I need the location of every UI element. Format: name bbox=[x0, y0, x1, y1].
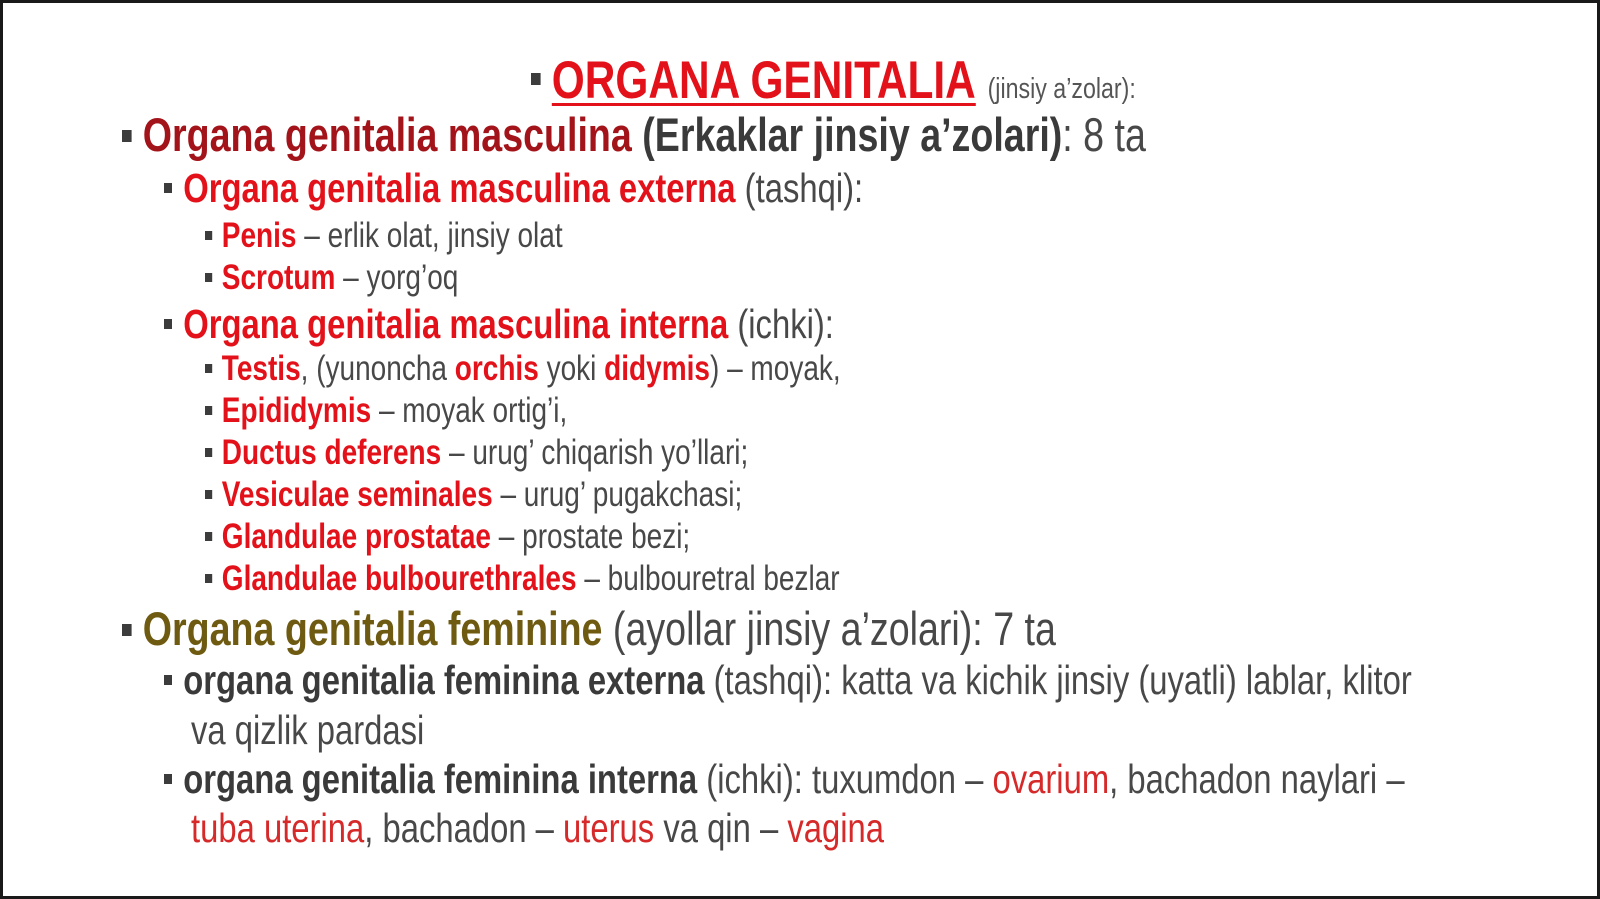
square-bullet-icon bbox=[122, 624, 132, 636]
female-externa-line2: va qizlik pardasi bbox=[191, 707, 425, 753]
female-interna-text: (ichki): tuxumdon – bbox=[697, 756, 993, 802]
item-desc: ) – moyak, bbox=[709, 349, 841, 388]
square-bullet-icon bbox=[205, 574, 212, 583]
item-latin: Vesiculae seminales bbox=[221, 475, 493, 514]
male-interna-heading bbox=[164, 299, 834, 349]
male-externa-heading bbox=[164, 163, 863, 213]
item-desc: yoki bbox=[538, 349, 605, 388]
item-latin: Glandulae prostatae bbox=[221, 517, 491, 556]
square-bullet-icon bbox=[205, 364, 212, 373]
male-externa-latin: Organa genitalia masculina externa bbox=[183, 165, 736, 211]
female-interna-line2 bbox=[191, 803, 884, 853]
list-item bbox=[205, 516, 690, 558]
male-heading bbox=[122, 107, 1146, 163]
male-count: : 8 ta bbox=[1062, 108, 1146, 161]
item-latin: Epididymis bbox=[221, 391, 372, 430]
female-externa-line1: (tashqi): katta va kichik jinsiy (uyatli) lablar, klitor bbox=[704, 657, 1412, 703]
list-item bbox=[205, 348, 841, 390]
male-interna-uz: (ichki): bbox=[737, 301, 834, 347]
male-externa-uz: (tashqi): bbox=[744, 165, 864, 211]
item-desc: – urug’ pugakchasi; bbox=[492, 475, 743, 514]
list-item bbox=[205, 432, 748, 474]
male-uz: (Erkaklar jinsiy a’zolari) bbox=[642, 108, 1063, 161]
square-bullet-icon bbox=[531, 73, 541, 85]
orchis-term: orchis bbox=[454, 349, 539, 388]
item-latin: Glandulae bulbourethrales bbox=[221, 559, 577, 598]
square-bullet-icon bbox=[205, 406, 212, 415]
list-item bbox=[205, 474, 742, 516]
item-latin: Scrotum bbox=[221, 258, 336, 297]
list-item bbox=[205, 257, 458, 299]
square-bullet-icon bbox=[205, 448, 212, 457]
female-interna-text: va qin – bbox=[654, 805, 788, 851]
item-desc: – prostate bezi; bbox=[490, 517, 691, 556]
list-item bbox=[205, 558, 840, 600]
square-bullet-icon bbox=[122, 130, 132, 142]
item-desc: – urug’ chiqarish yo’llari; bbox=[441, 433, 749, 472]
vagina-term: vagina bbox=[787, 805, 884, 851]
female-interna-text: , bachadon naylari – bbox=[1109, 756, 1405, 802]
square-bullet-icon bbox=[164, 183, 172, 193]
female-interna-text: , bachadon – bbox=[364, 805, 564, 851]
title-sub: (jinsiy a’zolar): bbox=[987, 73, 1136, 105]
male-latin: Organa genitalia masculina bbox=[142, 108, 632, 161]
female-externa-heading bbox=[164, 655, 1412, 705]
square-bullet-icon bbox=[205, 490, 212, 499]
item-latin: Ductus deferens bbox=[221, 433, 442, 472]
square-bullet-icon bbox=[164, 774, 172, 784]
title-main: ORGANA GENITALIA bbox=[551, 51, 976, 110]
square-bullet-icon bbox=[164, 319, 172, 329]
item-desc: – moyak ortig’i, bbox=[371, 391, 568, 430]
female-heading bbox=[122, 601, 1056, 657]
square-bullet-icon bbox=[205, 273, 212, 282]
item-latin: Testis bbox=[221, 349, 301, 388]
female-uz: (ayollar jinsiy a’zolari): 7 ta bbox=[602, 602, 1056, 655]
female-interna-heading bbox=[164, 754, 1405, 804]
item-desc: – yorg’oq bbox=[335, 258, 459, 297]
tuba-uterina-term: tuba uterina bbox=[191, 805, 365, 851]
item-desc: – erlik olat, jinsiy olat bbox=[296, 216, 563, 255]
item-latin: Penis bbox=[221, 216, 297, 255]
didymis-term: didymis bbox=[604, 349, 710, 388]
list-item bbox=[205, 390, 567, 432]
square-bullet-icon bbox=[164, 675, 172, 685]
female-externa-latin: organa genitalia feminina externa bbox=[183, 657, 705, 703]
list-item bbox=[205, 215, 563, 257]
uterus-term: uterus bbox=[563, 805, 655, 851]
item-desc: , (yunoncha bbox=[300, 349, 455, 388]
male-interna-latin: Organa genitalia masculina interna bbox=[183, 301, 729, 347]
square-bullet-icon bbox=[205, 532, 212, 541]
square-bullet-icon bbox=[205, 231, 212, 240]
item-desc: – bulbouretral bezlar bbox=[576, 559, 840, 598]
female-latin: Organa genitalia feminine bbox=[142, 602, 603, 655]
female-interna-latin: organa genitalia feminina interna bbox=[183, 756, 698, 802]
ovarium-term: ovarium bbox=[992, 756, 1110, 802]
